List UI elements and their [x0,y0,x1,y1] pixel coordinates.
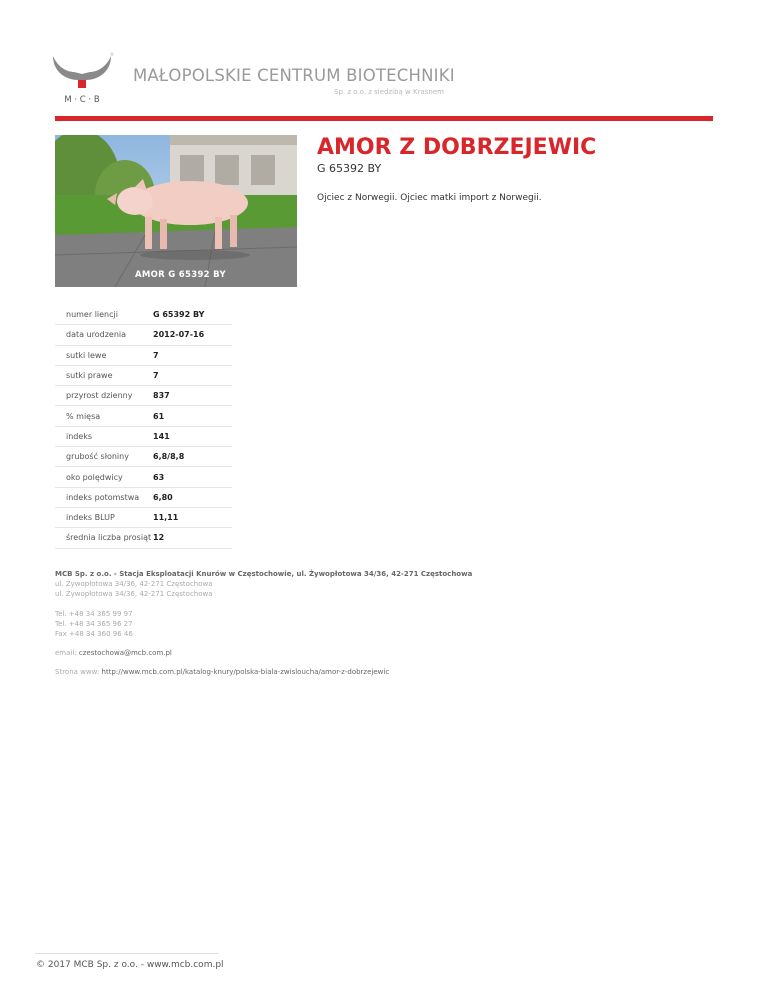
spec-label: indeks [55,426,153,446]
contact-address: ul. Żywopłotowa 34/36, 42-271 Częstochowa [55,580,213,589]
contact-fax: Fax +48 34 360 96 46 [55,630,133,639]
contact-address: ul. Żywopłotowa 34/36, 42-271 Częstochowa [55,590,213,599]
spec-label: średnia liczba prosiąt [55,528,153,548]
spec-value: 141 [153,426,232,446]
animal-description: Ojciec z Norwegii. Ojciec matki import z Norwegii. [317,193,542,203]
spec-label: indeks BLUP [55,507,153,527]
copyright: © 2017 MCB Sp. z o.o. - www.mcb.com.pl [36,960,224,970]
spec-row [55,365,232,385]
bull-horns-icon [50,50,114,106]
spec-row [55,406,232,426]
www-link[interactable]: http://www.mcb.com.pl/katalog-knury/polska-biala-zwisloucha/amor-z-dobrzejewic [101,668,390,677]
spec-label: sutki lewe [55,345,153,365]
spec-label: przyrost dzienny [55,386,153,406]
spec-row [55,305,232,325]
spec-value: G 65392 BY [153,305,232,325]
contact-email-row [55,648,472,658]
spec-row [55,386,232,406]
spec-value: 7 [153,345,232,365]
brand-title: MAŁOPOLSKIE CENTRUM BIOTECHNIKI [133,66,455,85]
license-number: G 65392 BY [317,162,382,175]
spec-value: 63 [153,467,232,487]
animal-name: AMOR Z DOBRZEJEWIC [317,135,597,160]
svg-text:®: ® [110,52,114,57]
contact-phone: Tel. +48 34 365 96 27 [55,619,133,628]
spec-value: 12 [153,528,232,548]
spec-label: indeks potomstwa [55,487,153,507]
spec-label: data urodzenia [55,325,153,345]
www-label: Strona www: [55,668,102,677]
spec-row [55,528,232,548]
spec-label: numer liencji [55,305,153,325]
logo-letters: M · C · B [64,95,100,105]
spec-label: % mięsa [55,406,153,426]
spec-label: oko polędwicy [55,467,153,487]
spec-row [55,447,232,467]
mcb-logo[interactable] [50,50,114,106]
contact-org: MCB Sp. z o.o. - Stacja Eksploatacji Knurów w Częstochowie, ul. Żywopłotowa 34/36, 42-271 Częstochowa [55,570,473,578]
contact-www-row [55,667,472,677]
email-link[interactable]: czestochowa@mcb.com.pl [78,649,172,658]
spec-value: 6,80 [153,487,232,507]
footer-divider [35,953,218,954]
header-divider [55,116,713,121]
spec-value: 2012-07-16 [153,325,232,345]
spec-row [55,325,232,345]
spec-value: 6,8/8,8 [153,447,232,467]
photo-caption: AMOR G 65392 BY [135,270,226,280]
spec-row [55,345,232,365]
email-label: email: [55,649,79,658]
spec-row [55,507,232,527]
spec-label: sutki prawe [55,365,153,385]
brand-subtitle: Sp. z o.o. z siedzibą w Krasnem [334,88,444,96]
spec-value: 837 [153,386,232,406]
animal-photo [55,135,297,287]
spec-value: 7 [153,365,232,385]
contact-info [55,569,472,678]
spec-row [55,467,232,487]
spec-value: 11,11 [153,507,232,527]
spec-row [55,426,232,446]
spec-value: 61 [153,406,232,426]
spec-label: grubość słoniny [55,447,153,467]
specs-table [55,305,232,549]
contact-phone: Tel. +48 34 365 99 97 [55,609,133,618]
spec-row [55,487,232,507]
